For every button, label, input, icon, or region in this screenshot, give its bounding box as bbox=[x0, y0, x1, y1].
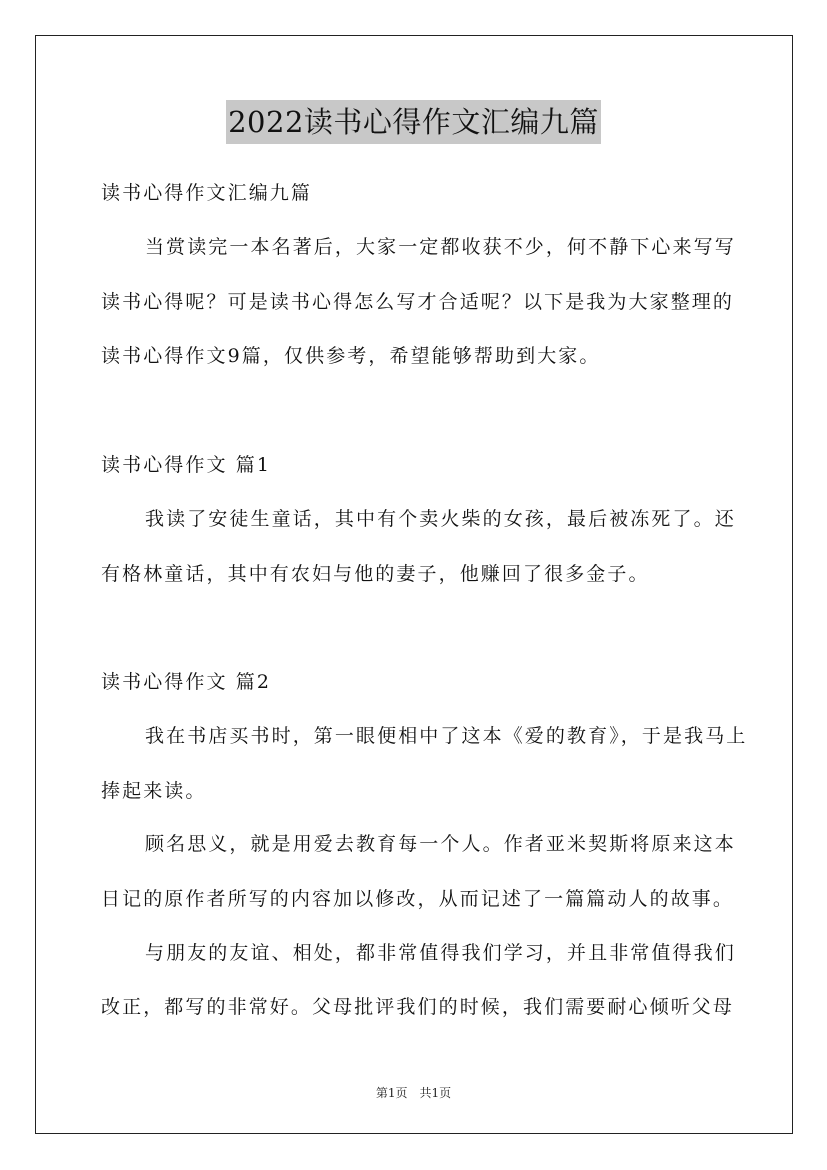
intro-line-2: 读书心得呢？可是读书心得怎么写才合适呢？以下是我为大家整理的 bbox=[101, 291, 735, 313]
intro-line-3: 读书心得作文9篇，仅供参考，希望能够帮助到大家。 bbox=[101, 345, 601, 367]
document-title-wrap bbox=[0, 100, 827, 144]
section2-line-1: 我在书店买书时，第一眼便相中了这本《爱的教育》，于是我马上 bbox=[145, 725, 748, 747]
section1-heading: 读书心得作文 篇1 bbox=[101, 454, 272, 476]
section1-line-1: 我读了安徒生童话，其中有个卖火柴的女孩，最后被冻死了。还 bbox=[145, 508, 736, 530]
page-footer: 第1页 共1页 bbox=[375, 1086, 452, 1100]
document-title: 2022读书心得作文汇编九篇 bbox=[226, 100, 601, 144]
section2-line-2: 捧起来读。 bbox=[101, 780, 207, 802]
subtitle: 读书心得作文汇编九篇 bbox=[101, 182, 313, 204]
intro-line-1: 当赏读完一本名著后，大家一定都收获不少，何不静下心来写写 bbox=[145, 236, 736, 258]
section2-line-6: 改正，都写的非常好。父母批评我们的时候，我们需要耐心倾听父母 bbox=[101, 996, 735, 1018]
section1-line-2: 有格林童话，其中有农妇与他的妻子，他赚回了很多金子。 bbox=[101, 563, 650, 585]
section2-line-5: 与朋友的友谊、相处，都非常值得我们学习，并且非常值得我们 bbox=[145, 942, 736, 964]
section2-line-3: 顾名思义，就是用爱去教育每一个人。作者亚米契斯将原来这本 bbox=[145, 833, 736, 855]
section2-heading: 读书心得作文 篇2 bbox=[101, 671, 272, 693]
section2-line-4: 日记的原作者所写的内容加以修改，从而记述了一篇篇动人的故事。 bbox=[101, 888, 735, 910]
